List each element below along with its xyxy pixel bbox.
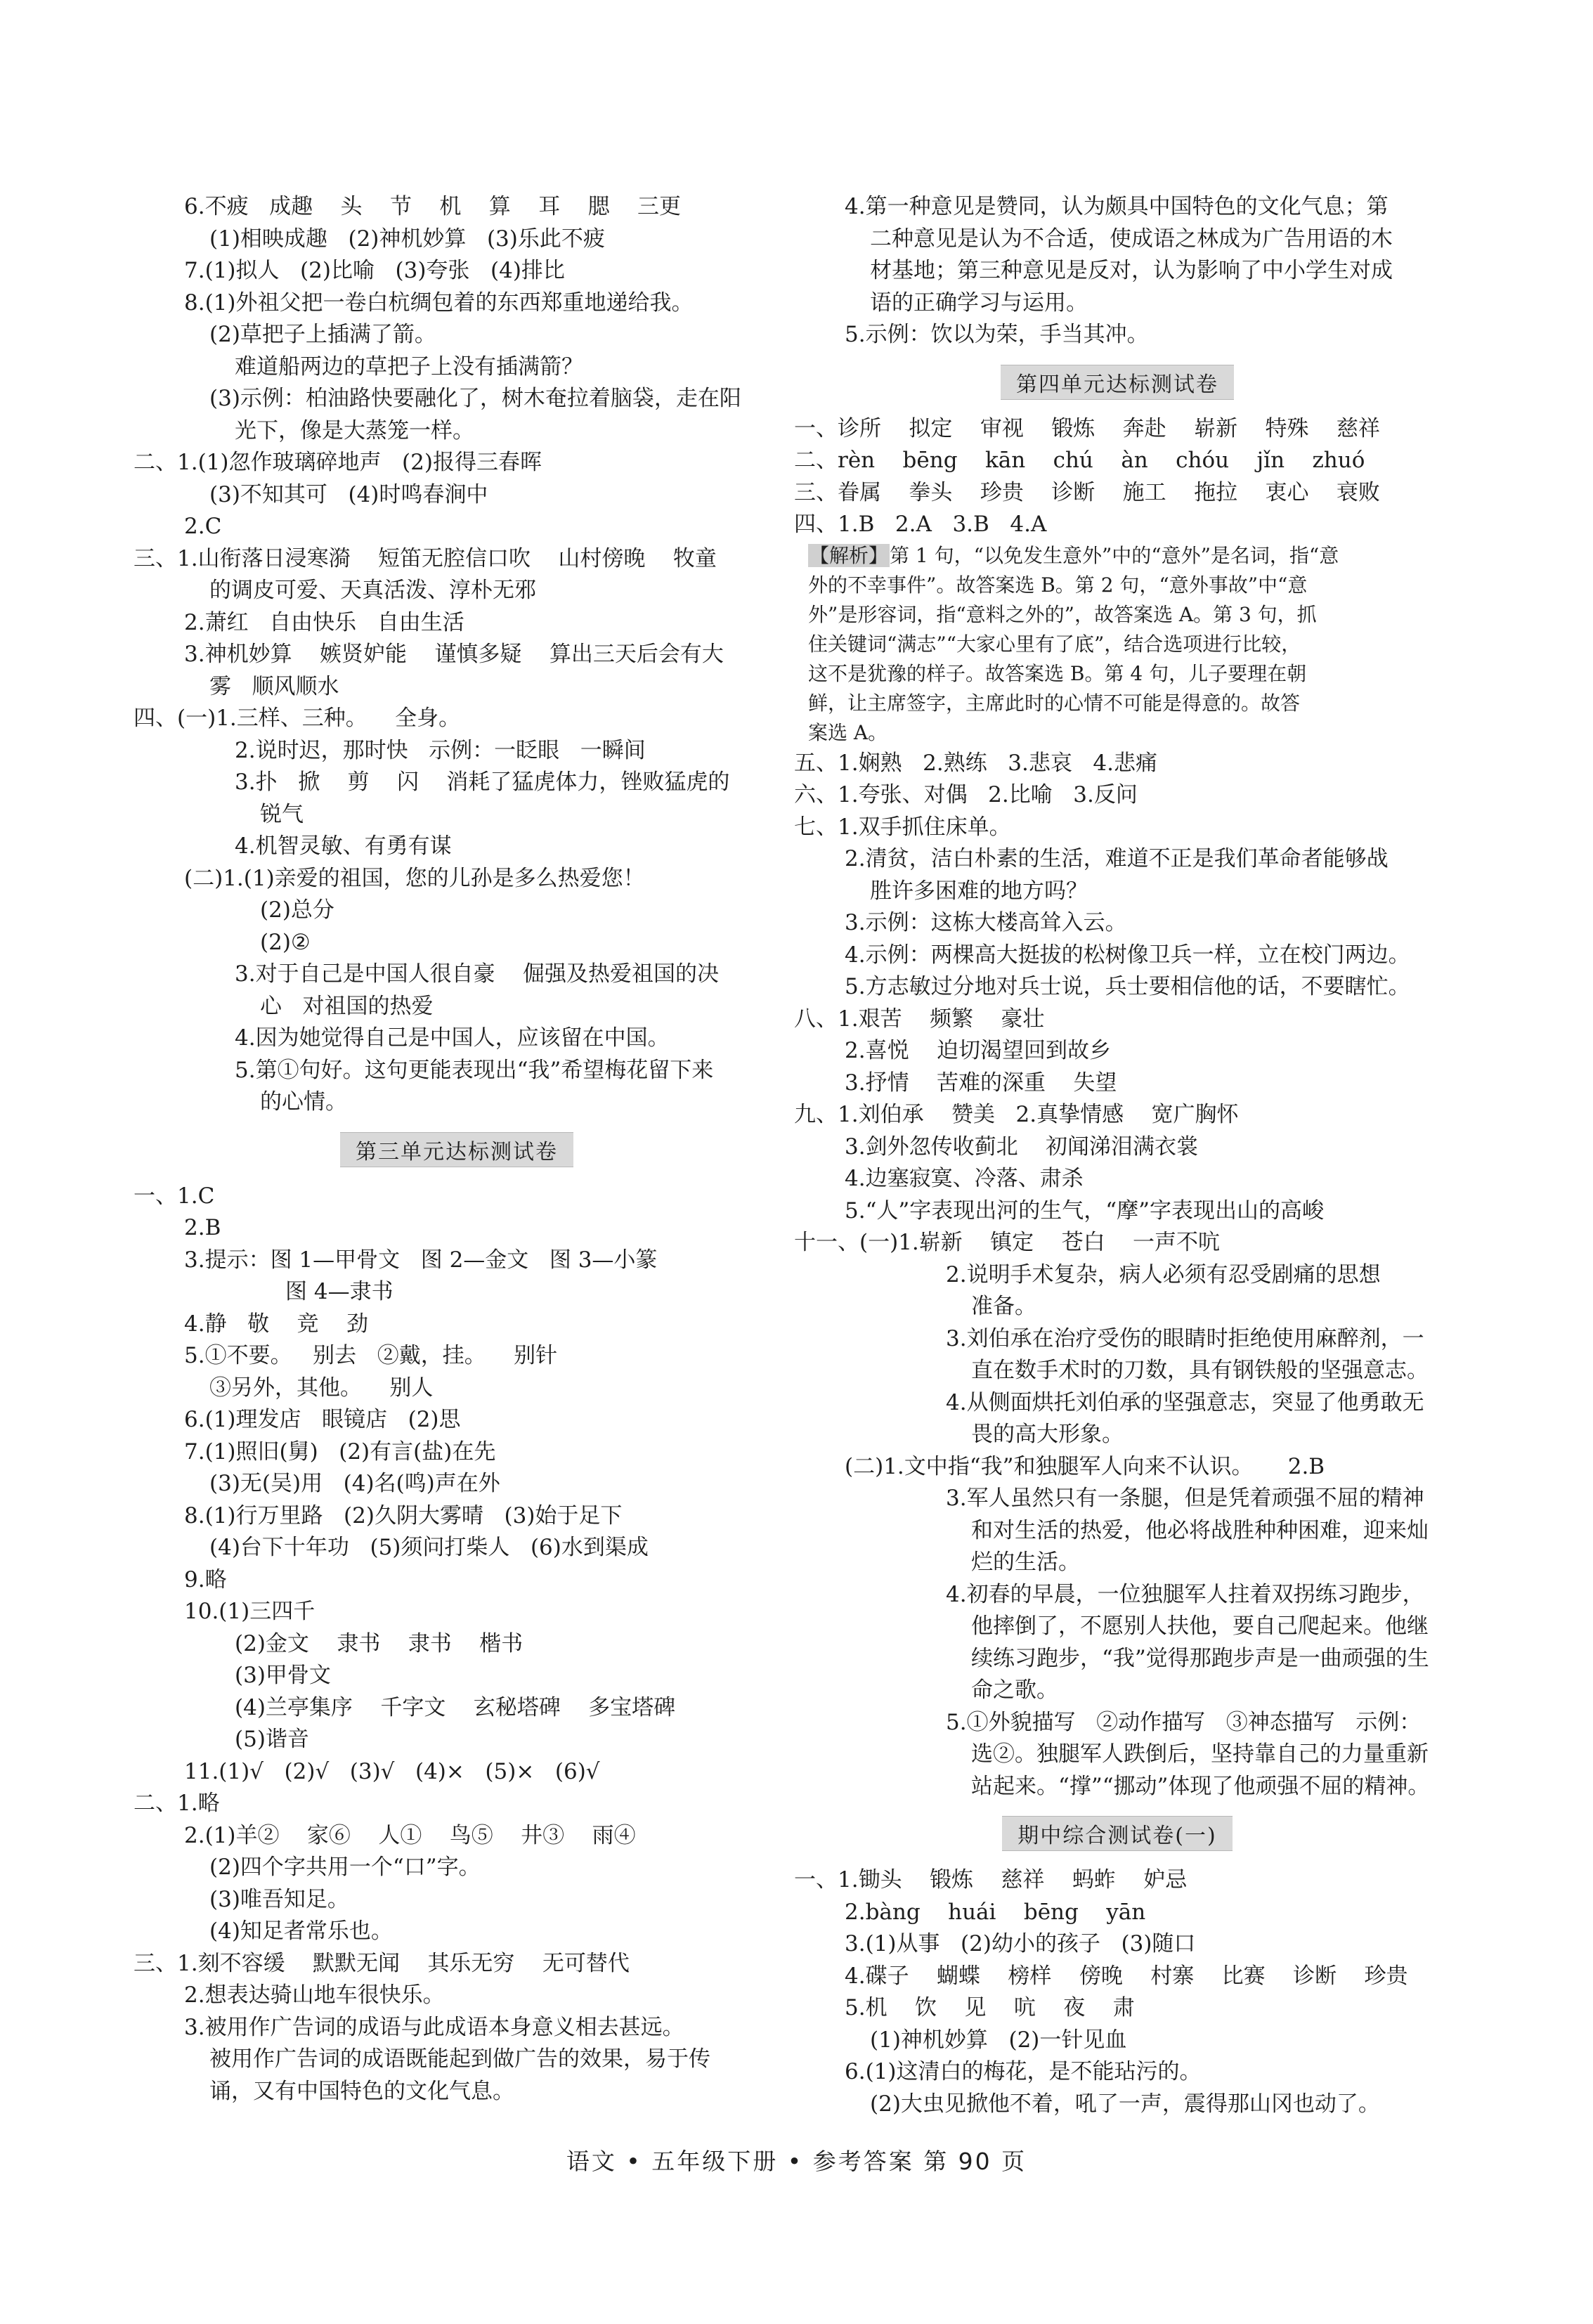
analysis-tag: 【解析】 [809, 543, 889, 567]
answer-line: 2.(1)羊② 家⑥ 人① 鸟⑤ 井③ 雨④ [184, 1822, 636, 1848]
answer-line: 3.(1)从事 (2)幼小的孩子 (3)随口 [845, 1931, 1196, 1956]
answer-line: 3.被用作广告词的成语与此成语本身意义相去甚远。 [184, 2014, 684, 2040]
answer-line: (3)无(吴)用 (4)名(鸣)声在外 [209, 1471, 500, 1496]
answer-line: (2)② [260, 929, 311, 955]
answer-line: 锐气 [260, 801, 304, 827]
answer-line: ③另外，其他。 别人 [209, 1375, 434, 1401]
answer-line: 一、诊所 拟定 审视 锻炼 奔赴 崭新 特殊 慈祥 [794, 415, 1380, 441]
analysis-block [794, 541, 1441, 748]
answer-line: 胜许多困难的地方吗？ [870, 878, 1088, 904]
answer-line: 烂的生活。 [971, 1550, 1080, 1575]
answer-line: (2)总分 [260, 897, 334, 923]
answer-line: 5.①不要。 别去 ②戴，挂。 别针 [184, 1343, 558, 1368]
answer-line: 二、1.略 [134, 1791, 220, 1816]
analysis-line: 外”是形容词，指“意料之外的”，故答案选 A。第 3 句，抓 [808, 602, 1317, 626]
answer-line: 他摔倒了，不愿别人扶他，要自己爬起来。他继 [971, 1614, 1429, 1639]
answer-line: 3.对于自己是中国人很自豪 倔强及热爱祖国的决 [235, 961, 719, 987]
answer-line: 的心情。 [260, 1089, 347, 1115]
answer-line: 4.边塞寂寞、冷落、肃杀 [845, 1166, 1084, 1191]
answer-line: (1)神机妙算 (2)一针见血 [870, 2027, 1127, 2053]
answer-line: 一、1.锄头 锻炼 慈祥 蚂蚱 妒忌 [794, 1867, 1188, 1893]
answer-line: 4.碟子 蝴蝶 榜样 傍晚 村寨 比赛 诊断 珍贵 [845, 1963, 1408, 1989]
answer-line: 站起来。“撑”“挪动”体现了他顽强不屈的精神。 [971, 1773, 1430, 1799]
answer-line: (4)兰亭集序 千字文 玄秘塔碑 多宝塔碑 [235, 1694, 676, 1720]
answer-line: (5)谐音 [235, 1727, 309, 1752]
answer-line: (4)台下十年功 (5)须问打柴人 (6)水到渠成 [209, 1535, 649, 1560]
answer-line: 6.不疲 成趣 头 节 机 算 耳 腮 三更 [184, 194, 682, 219]
answer-line: (二)1.文中指“我”和独腿军人向来不认识。 2.B [845, 1453, 1325, 1479]
answer-line: 5.第①句好。这句更能表现出“我”希望梅花留下来 [235, 1057, 714, 1083]
answer-line: 五、1.娴熟 2.熟练 3.悲哀 4.悲痛 [794, 750, 1157, 776]
answer-line: (二)1.(1)亲爱的祖国，您的儿孙是多么热爱您！ [184, 865, 645, 891]
unit3-answers-continued [794, 191, 1441, 351]
answer-line: 3.抒情 苦难的深重 失望 [845, 1070, 1117, 1096]
answer-line: 10.(1)三四千 [184, 1599, 316, 1624]
answer-line: 6.(1)理发店 眼镜店 (2)思 [184, 1407, 461, 1432]
answer-line: 3.剑外忽传收蓟北 初闻涕泪满衣裳 [845, 1134, 1198, 1160]
answer-line: 5.机 饮 见 吭 夜 肃 [845, 1995, 1135, 2020]
answer-line: 畏的高大形象。 [971, 1422, 1124, 1447]
answer-line: 三、眷属 拳头 珍贵 诊断 施工 拖拉 衷心 衰败 [794, 479, 1380, 505]
answer-line: 2.C [184, 514, 222, 539]
midterm-answers [794, 1864, 1441, 2120]
answer-line: 2.说明手术复杂，病人必须有忍受剧痛的思想 [946, 1261, 1381, 1287]
answer-line: (4)知足者常乐也。 [209, 1919, 393, 1944]
section-header-unit3: 第三单元达标测试卷 [134, 1119, 780, 1181]
answer-line: 续练习跑步，“我”觉得那跑步声是一曲顽强的生 [971, 1645, 1429, 1671]
answer-line: 3.刘伯承在治疗受伤的眼睛时拒绝使用麻醉剂，一 [946, 1325, 1424, 1351]
answer-line: 诵，又有中国特色的文化气息。 [209, 2078, 514, 2104]
answer-line: 2.bàng huái bēng yān [845, 1899, 1146, 1925]
answer-line: 二、rèn bēng kān chú àn chóu jǐn zhuó [794, 448, 1365, 473]
analysis-line: 外的不幸事件”。故答案选 B。第 2 句，“意外事故”中“意 [808, 573, 1308, 597]
answer-line: 11.(1)√ (2)√ (3)√ (4)× (5)× (6)√ [184, 1758, 600, 1784]
answer-line: 2.萧红 自由快乐 自由生活 [184, 609, 464, 635]
answer-line: 2.B [184, 1215, 221, 1240]
answer-line: 2.清贫，洁白朴素的生活，难道不正是我们革命者能够战 [845, 846, 1389, 871]
analysis-line: 案选 A。 [808, 720, 888, 744]
answer-line: 4.第一种意见是赞同，认为颇具中国特色的文化气息；第 [845, 194, 1389, 219]
answer-line: 八、1.艰苦 频繁 豪壮 [794, 1006, 1045, 1032]
unit4-answers [794, 413, 1441, 541]
answer-line: 十一、(一)1.崭新 镇定 苍白 一声不吭 [794, 1230, 1221, 1255]
answer-line: (1)相映成趣 (2)神机妙算 (3)乐此不疲 [209, 226, 605, 252]
answer-line: 材基地；第三种意见是反对，认为影响了中小学生对成 [870, 258, 1393, 283]
answer-line: 一、1.C [134, 1183, 215, 1209]
answer-line: (3)示例：柏油路快要融化了，树木奄拉着脑袋，走在阳 [209, 386, 741, 411]
answer-line: 4.机智灵敏、有勇有谋 [235, 833, 452, 859]
answer-line: 3.示例：这栋大楼高耸入云。 [845, 910, 1127, 935]
answer-line: (3)不知其可 (4)时鸣春涧中 [209, 481, 488, 507]
answer-line: 4.从侧面烘托刘伯承的坚强意志，突显了他勇敢无 [946, 1389, 1424, 1415]
answer-line: 7.(1)照旧(舅) (2)有言(盐)在先 [184, 1439, 496, 1465]
answer-line: 4.示例：两棵高大挺拔的松树像卫兵一样，立在校门两边。 [845, 942, 1410, 968]
answer-line: 图 4—隶书 [285, 1279, 394, 1304]
analysis-line: 鲜，让主席签字，主席此时的心情不可能是得意的。故答 [808, 691, 1301, 715]
answer-line: 6.(1)这清白的梅花，是不能玷污的。 [845, 2059, 1202, 2084]
answer-line: 3.军人虽然只有一条腿，但是凭着顽强不屈的精神 [946, 1486, 1424, 1511]
answer-line: 2.说时迟，那时快 示例：一眨眼 一瞬间 [235, 737, 646, 763]
answer-line: 3.提示：图 1—甲骨文 图 2—金文 图 3—小篆 [184, 1247, 658, 1273]
answer-line: 8.(1)行万里路 (2)久阴大雾晴 (3)始于足下 [184, 1502, 623, 1528]
answer-line: (3)甲骨文 [235, 1663, 331, 1688]
answer-line: 直在数手术时的刀数，具有钢铁般的坚强意志。 [971, 1358, 1429, 1383]
answer-line: 5.①外貌描写 ②动作描写 ③神态描写 示例： [946, 1709, 1422, 1735]
answer-line: 2.想表达骑山地车很快乐。 [184, 1982, 445, 2008]
answer-line: 5.示例：饮以为荣，手当其冲。 [845, 322, 1149, 347]
answer-line: 语的正确学习与运用。 [870, 290, 1088, 316]
answer-line: (2)四个字共用一个“口”字。 [209, 1855, 481, 1880]
answer-line: 3.扑 掀 剪 闪 消耗了猛虎体力，锉败猛虎的 [235, 770, 730, 795]
answer-line: (2)草把子上插满了箭。 [209, 322, 436, 347]
right-column [794, 191, 1441, 2120]
page-footer: 语文 • 五年级下册 • 参考答案 第 90 页 [566, 2148, 1027, 2175]
answer-line: 四、(一)1.三样、三种。 全身。 [134, 706, 461, 731]
unit4-answers-continued [794, 748, 1441, 1803]
answer-line: 命之歌。 [971, 1677, 1058, 1703]
answer-line: 4.初春的早晨，一位独腿军人拄着双拐练习跑步， [946, 1581, 1424, 1607]
answer-line: (2)金文 隶书 隶书 楷书 [235, 1630, 524, 1656]
analysis-line: 这不是犹豫的样子。故答案选 B。第 4 句，儿子要理在朝 [808, 661, 1307, 685]
answer-line: 二、1.(1)忽作玻璃碎地声 (2)报得三春晖 [134, 450, 542, 475]
unit3-answers [134, 1181, 780, 2108]
section-header-midterm: 期中综合测试卷(一) [794, 1803, 1441, 1864]
answer-line: 的调皮可爱、天真活泼、淳朴无邪 [209, 578, 536, 603]
answer-line: 心 对祖国的热爱 [260, 993, 434, 1019]
answer-line: 4.静 敬 竞 劲 [184, 1311, 368, 1337]
answer-line: 2.喜悦 迫切渴望回到故乡 [845, 1038, 1111, 1063]
left-column [134, 191, 780, 2108]
answer-line: 4.因为她觉得自己是中国人，应该留在中国。 [235, 1025, 670, 1051]
answer-line: 三、1.刻不容缓 默默无闻 其乐无穷 无可替代 [134, 1950, 630, 1976]
section-header-unit4: 第四单元达标测试卷 [794, 351, 1441, 413]
answer-line: 四、1.B 2.A 3.B 4.A [794, 512, 1047, 537]
answer-line: 九、1.刘伯承 赞美 2.真挚情感 宽广胸怀 [794, 1102, 1239, 1127]
answer-line: (3)唯吾知足。 [209, 1886, 349, 1912]
answer-line: 准备。 [971, 1294, 1036, 1319]
answer-line: 光下，像是大蒸笼一样。 [235, 417, 474, 443]
answer-line: 选②。独腿军人跌倒后，坚持靠自己的力量重新 [971, 1741, 1429, 1767]
answer-line: 三、1.山衔落日浸寒漪 短笛无腔信口吹 山村傍晚 牧童 [134, 545, 717, 571]
analysis-first-line: 【解析】第 1 句，“以免发生意外”中的“意外”是名词，指“意 [809, 543, 1339, 567]
answer-line: 7.(1)拟人 (2)比喻 (3)夸张 (4)排比 [184, 258, 565, 283]
answer-line: 5.“人”字表现出河的生气，“摩”字表现出山的高峻 [845, 1197, 1324, 1223]
analysis-line: 住关键词“满志”“大家心里有了底”，结合选项进行比较， [808, 632, 1301, 656]
answer-line: 雾 顺风顺水 [209, 673, 339, 699]
answer-line: 七、1.双手抓住床单。 [794, 814, 1011, 840]
answer-line: 9.略 [184, 1566, 227, 1592]
answer-line: 3.神机妙算 嫉贤妒能 谨慎多疑 算出三天后会有大 [184, 642, 724, 667]
answer-line: 和对生活的热爱，他必将战胜种种困难，迎来灿 [971, 1517, 1429, 1543]
answer-line: 六、1.夸张、对偶 2.比喻 3.反问 [794, 782, 1138, 807]
unit2-answers [134, 191, 780, 1119]
answer-line: 8.(1)外祖父把一卷白杭绸包着的东西郑重地递给我。 [184, 290, 694, 316]
answer-line: 5.方志敏过分地对兵士说，兵士要相信他的话，不要瞎忙。 [845, 974, 1410, 999]
answer-line: 二种意见是认为不合适，使成语之林成为广告用语的木 [870, 226, 1393, 252]
answer-line: 难道船两边的草把子上没有插满箭？ [235, 353, 583, 379]
answer-line: 被用作广告词的成语既能起到做广告的效果，易于传 [209, 2046, 710, 2072]
answer-line: (2)大虫见掀他不着，吼了一声，震得那山冈也动了。 [870, 2091, 1380, 2117]
